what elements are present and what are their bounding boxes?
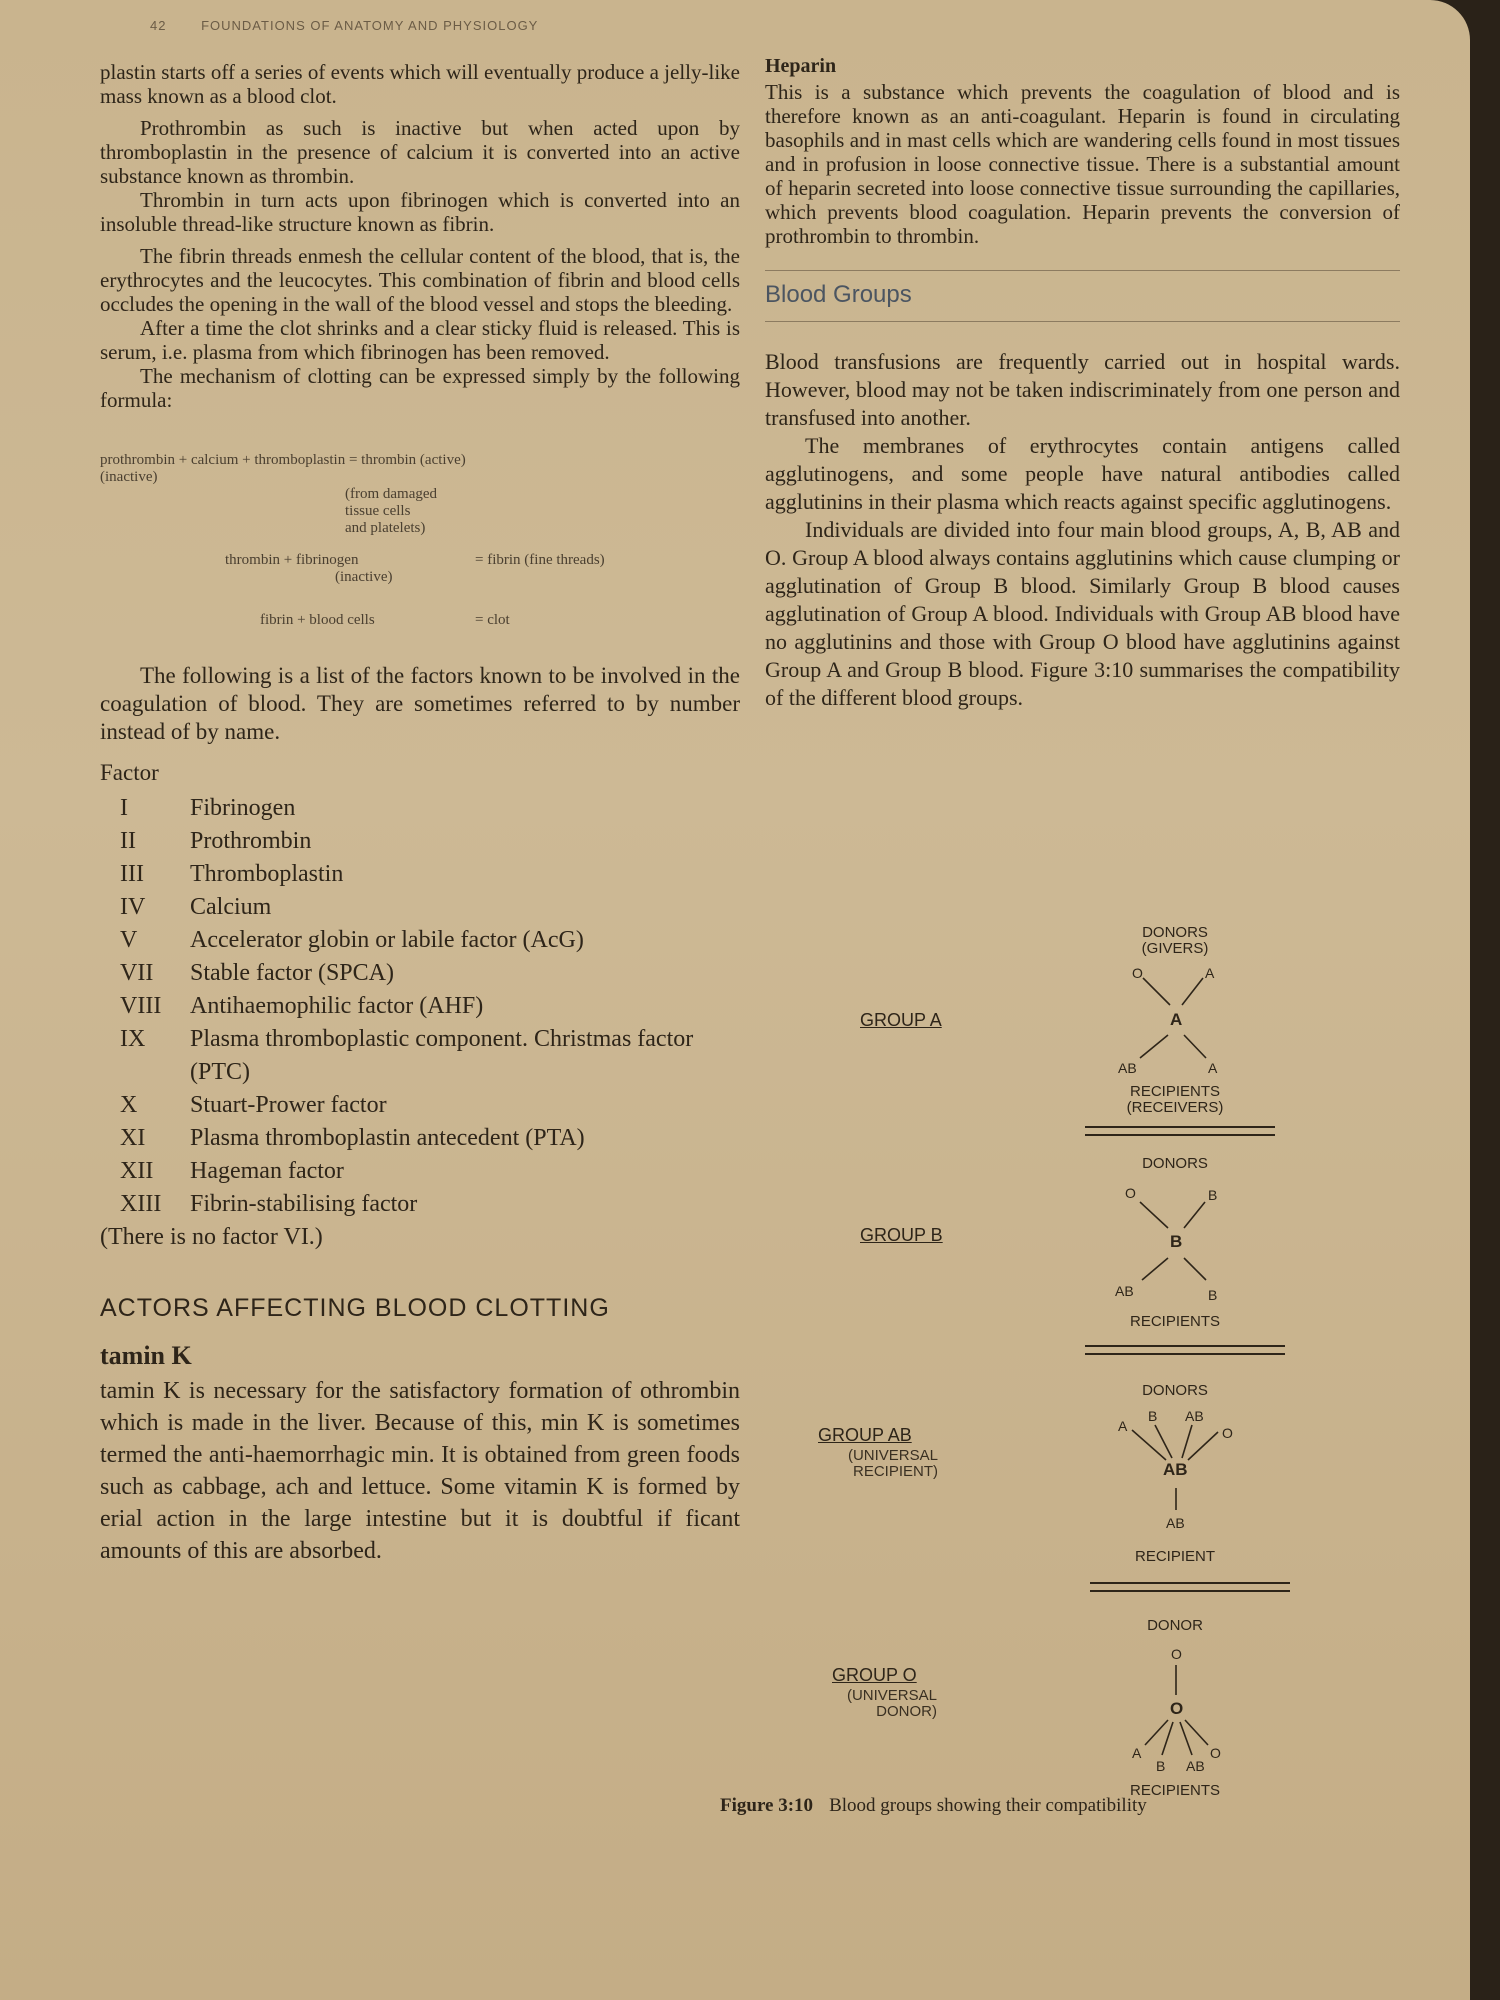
clotting-formula [100,452,740,662]
factor-name: Antihaemophilic factor (AHF) [190,993,484,1019]
donors-label: DONORS [1142,1155,1208,1172]
factor-row [100,891,740,924]
blood-groups-title: Blood Groups [765,281,912,308]
paragraph: plastin starts off a series of events which will eventually produce a jelly-like mass known as a blood clot. [100,60,740,108]
factor-name: Accelerator globin or labile factor (AcG) [190,927,584,953]
group-center-node: B [1170,1232,1183,1251]
factor-number: IV [120,894,146,920]
connector [1142,1258,1168,1280]
factor-name: Thromboplastin [190,861,344,887]
recipient-type: AB [1118,1060,1137,1076]
group-ab-label: GROUP AB [818,1425,912,1445]
donor-type: AB [1185,1408,1204,1424]
factor-name: Hageman factor [190,1158,344,1184]
section-heading: ACTORS AFFECTING BLOOD CLOTTING [100,1294,610,1322]
group-center-node: A [1170,1010,1183,1029]
recipients-label: RECIPIENTS [1129,1313,1220,1330]
donor-type: A [1205,965,1215,981]
factor-note [100,1221,740,1254]
connector [1132,1430,1166,1460]
factor-row [100,1023,740,1089]
recipient-type: A [1208,1060,1218,1076]
separator [1085,1345,1285,1355]
formula-note: and platelets) [345,520,426,536]
recipient-label: RECIPIENT [1134,1548,1215,1565]
factor-name: Plasma thromboplastin antecedent (PTA) [190,1125,585,1151]
formula-result-3: = clot [475,612,510,628]
formula-line-2: thrombin + fibrinogen [225,552,359,568]
figure-caption-text: Blood groups showing their compatibility [829,1795,1147,1816]
separator [1085,1126,1275,1136]
right-column [765,55,1400,712]
factor-heading: Factor [100,760,159,785]
formula-line-3: fibrin + blood cells [260,612,375,628]
factor-number: XI [120,1125,146,1151]
paragraph: After a time the clot shrinks and a clear sticky fluid is released. This is serum, i.e. plasma from which fibrinogen has been removed. [100,316,740,364]
recipient-type: O [1210,1745,1221,1761]
connector [1188,1432,1218,1460]
paragraph: The membranes of erythrocytes contain antigens called agglutinogens, and some people have natural antibodies called agglutinins in their plasma which reacts against specific agglutinogens. [765,433,1400,514]
factor-name: Stable factor (SPCA) [190,960,394,986]
group-b-label: GROUP B [860,1225,943,1245]
factor-row [100,957,740,990]
receivers-label: (RECEIVERS) [1126,1099,1224,1116]
paragraph: Blood transfusions are frequently carried out in hospital wards. However, blood may not be taken indiscriminately from one person and transfused into another. [765,349,1400,430]
running-title: FOUNDATIONS OF ANATOMY AND PHYSIOLOGY [201,18,539,33]
factor-number: VIII [120,993,162,1019]
left-column [100,60,740,1567]
connector [1140,1035,1168,1058]
vitamin-k-text: tamin K is necessary for the satisfactory formation of othrombin which is made in the liver. Because of this, min K is sometimes termed the anti-haemorrhagic min. It is obtained from green foods such as cabbage, ach and lettuce. Some vitamin K is formed by erial action in the large intestine but it is doubtful if ficant amounts of this are absorbed. [100,1378,740,1564]
factor-name: Calcium [190,894,272,920]
blood-group-diagram [818,920,1320,1830]
no-factor-six-note: (There is no factor VI.) [100,1224,323,1250]
heparin-text: This is a substance which prevents the coagulation of blood and is therefore known as an anti-coagulant. Heparin is found in circulating basophils and in mast cells which are wandering cells found in most tissues and in profusion in loose connective tissue. There is a substantial amount of heparin secreted into loose connective tissue surrounding the capillaries, which prevents blood coagulation. Heparin prevents the conversion of prothrombin to thrombin. [765,80,1400,248]
paragraph: The mechanism of clotting can be expressed simply by the following formula: [100,364,740,412]
donor-type: O [1222,1425,1233,1441]
donors-label: DONORS [1142,1382,1208,1399]
factor-number: XIII [120,1191,162,1217]
factor-name: Stuart-Prower factor [190,1092,387,1118]
factor-name: Plasma thromboplastic component. Christmas factor (PTC) [190,1026,694,1085]
recipient-type: B [1156,1758,1166,1774]
factor-row [100,1089,740,1122]
paragraph: Individuals are divided into four main blood groups, A, B, AB and O. Group A blood always contains agglutinins which cause clumping or agglutination of Group B blood. Similarly Group B blood causes agglutination of Group A blood. Individuals with Group AB blood have no agglutinins and those with Group O blood have agglutinins against Group A and Group B blood. Figure 3:10 summarises the compatibility of the different blood groups. [765,517,1400,710]
donor-label: DONOR [1147,1617,1203,1634]
factor-row [100,1188,740,1221]
page-number: 42 [150,18,167,33]
donor-type: B [1148,1408,1158,1424]
recipient-type: AB [1166,1515,1185,1531]
paragraph: The fibrin threads enmesh the cellular content of the blood, that is, the erythrocytes and the leucocytes. This combination of fibrin and blood cells occludes the opening in the wall of the blood vessel and stops the bleeding. [100,244,740,316]
factor-name: Prothrombin [190,828,312,854]
group-ab-subtitle: (UNIVERSAL [847,1447,938,1464]
factor-list [100,760,740,1254]
connector [1184,1202,1205,1228]
figure-caption [720,1795,1147,1817]
factor-row [100,1122,740,1155]
recipients-label: RECIPIENTS [1129,1083,1220,1100]
group-o-subtitle: (UNIVERSAL [846,1687,937,1704]
group-ab-subtitle: RECIPIENT) [852,1463,938,1480]
factor-row [100,1155,740,1188]
factor-row [100,825,740,858]
recipient-type: B [1208,1287,1218,1303]
separator [1090,1582,1290,1592]
donor-type: A [1118,1418,1128,1434]
figure-number: Figure 3:10 [720,1795,814,1816]
factor-number: X [120,1092,138,1118]
group-o-subtitle: DONOR) [876,1703,937,1720]
donor-type: O [1132,965,1143,981]
connector [1185,1720,1208,1745]
blood-groups-body [765,348,1400,712]
vitamin-k-section [100,1341,740,1567]
connector [1140,1202,1168,1228]
formula-note: tissue cells [345,503,411,519]
connector [1182,1425,1192,1458]
factor-row [100,990,740,1023]
donor-type: O [1125,1185,1136,1201]
connector [1162,1722,1173,1755]
factor-number: I [120,795,128,821]
group-a-label: GROUP A [860,1010,942,1030]
blood-groups-title-bar [765,270,1400,322]
factor-list-intro: The following is a list of the factors known to be involved in the coagulation of blood. They are sometimes referred to by number instead of by name. [100,663,740,744]
formula-result-2: = fibrin (fine threads) [475,552,605,568]
recipient-type: AB [1186,1758,1205,1774]
factor-number: V [120,927,138,953]
group-o-label: GROUP O [832,1665,917,1685]
heparin-heading: Heparin [765,55,837,77]
factor-row [100,792,740,825]
connector [1145,1720,1168,1745]
paragraph: Thrombin in turn acts upon fibrinogen which is converted into an insoluble thread-like structure known as fibrin. [100,188,740,236]
vitamin-k-heading: tamin K [100,1341,192,1370]
formula-line-1: prothrombin + calcium + thromboplastin = thrombin (active) [100,452,466,468]
recipient-type: A [1132,1745,1142,1761]
factor-number: III [120,861,144,887]
recipients-label: RECIPIENTS [1129,1782,1220,1799]
connector [1184,1258,1206,1280]
factor-number: II [120,828,136,854]
connector [1182,978,1203,1005]
connector [1180,1722,1192,1755]
connector [1184,1035,1206,1058]
donor-type: B [1208,1187,1218,1203]
factor-number: IX [120,1026,146,1052]
formula-inactive-2: (inactive) [335,569,393,585]
group-center-node: O [1170,1699,1184,1718]
recipient-type: AB [1115,1283,1134,1299]
factor-row [100,924,740,957]
factor-row [100,858,740,891]
formula-inactive-1: (inactive) [100,469,158,485]
donor-type: O [1171,1646,1182,1662]
givers-label: (GIVERS) [1141,940,1209,957]
diagram-lines [900,920,1320,1830]
factor-number: VII [120,960,154,986]
factor-name: Fibrin-stabilising factor [190,1191,418,1217]
running-header [150,18,538,33]
paragraph: Prothrombin as such is inactive but when acted upon by thromboplastin in the presence of calcium it is converted into an active substance known as thrombin. [100,116,740,188]
group-center-node: AB [1163,1460,1188,1479]
factor-number: XII [120,1158,154,1184]
connector [1143,978,1170,1005]
formula-note: (from damaged [345,486,438,502]
donors-label: DONORS [1142,924,1208,941]
factor-name: Fibrinogen [190,795,296,821]
